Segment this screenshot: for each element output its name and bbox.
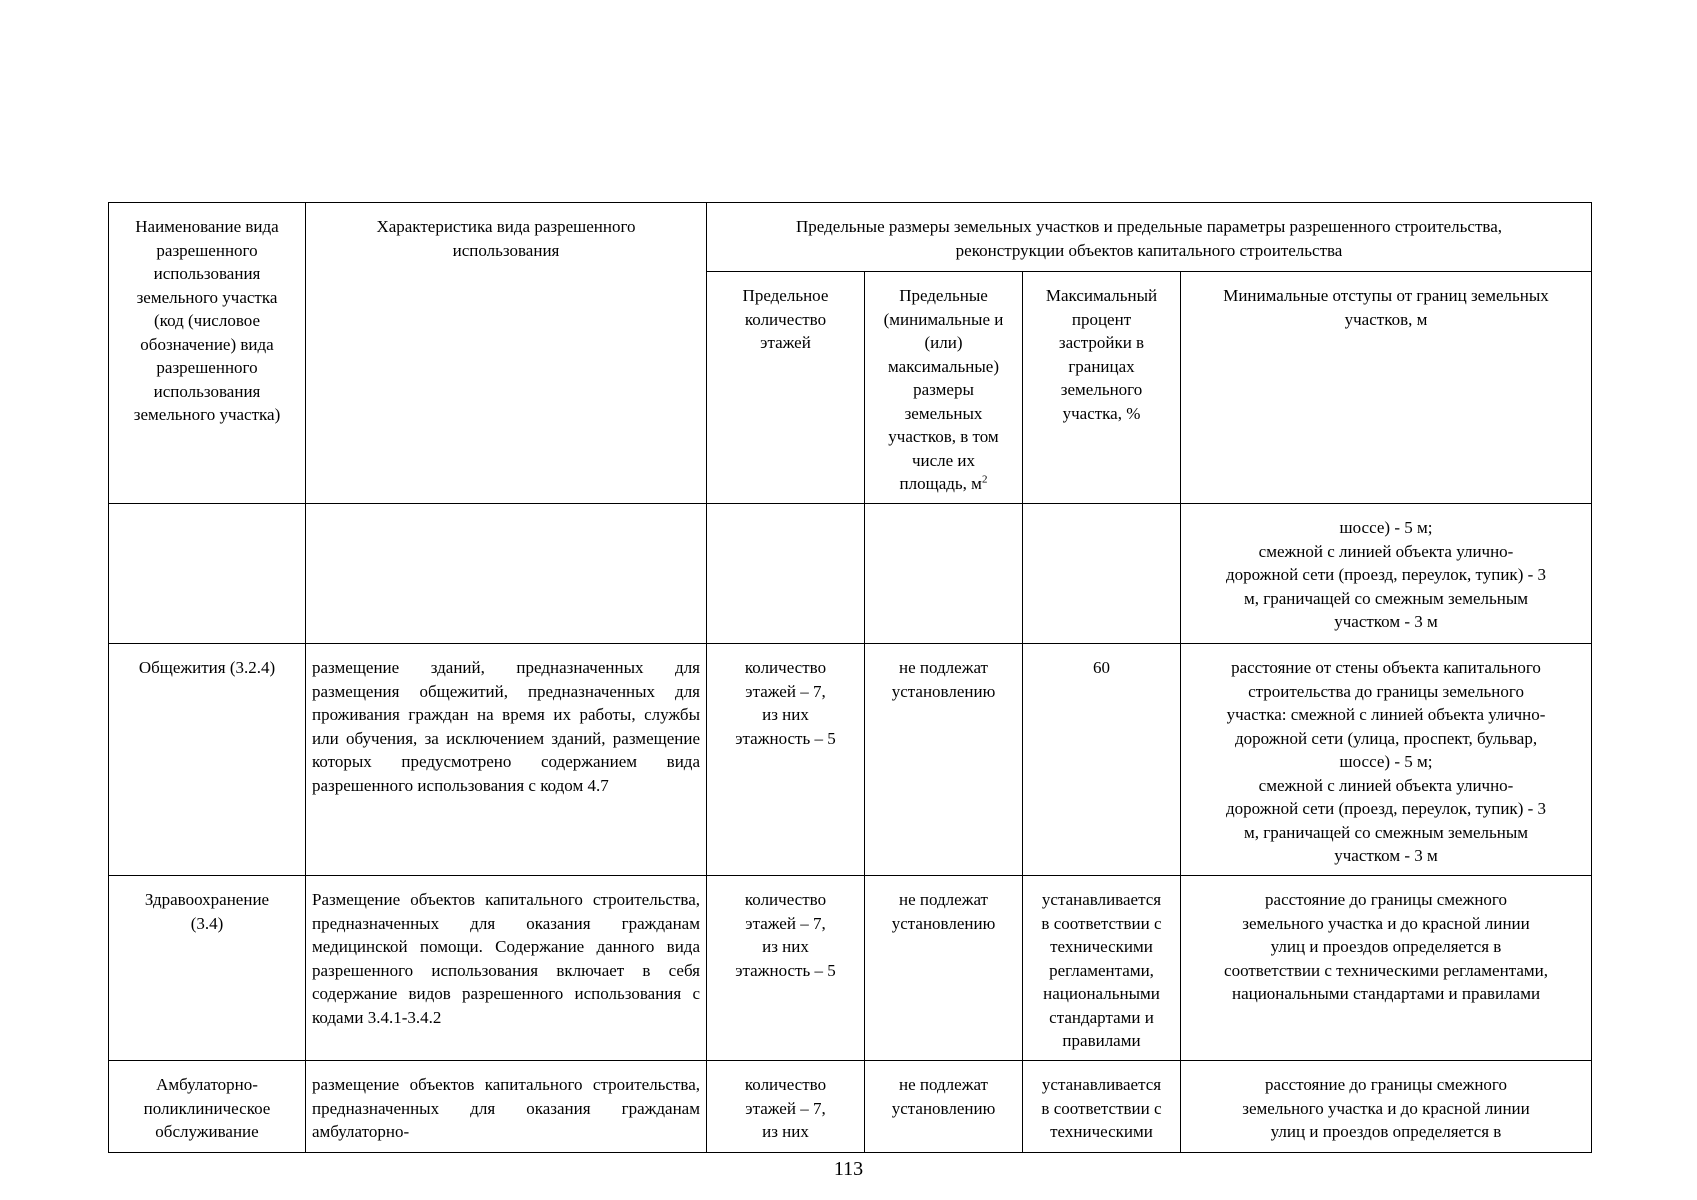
row-max-percent: устанавливается в соответствии с техническими (1023, 1061, 1181, 1153)
row-max-percent: устанавливается в соответствии с техническими регламентами, национальными стандартами и правилами (1023, 876, 1181, 1061)
row-max-percent: 60 (1023, 644, 1181, 876)
row-setbacks: расстояние до границы смежного земельного участка и до красной линии улиц и проездов определяется в соответствии с техническими регламентами, национальными стандартами и правилами (1181, 876, 1592, 1061)
row-plot-sizes: не подлежат установлению (865, 1061, 1023, 1153)
row-setbacks: расстояние от стены объекта капитального строительства до границы земельного участка: смежной с линией объекта улично- дорожной сети (улица, проспект, бульвар, шоссе) - 5 м; смежной с линией объекта улично- дорожной сети (проезд, переулок, тупик) - 3 м, граничащей со смежным земельным участком - 3 м (1181, 644, 1592, 876)
table-row (109, 644, 1592, 876)
header-max-percent: Максимальный процент застройки в границах земельного участка, % (1023, 272, 1181, 504)
table-row (109, 504, 1592, 644)
header-plot-sizes (865, 272, 1023, 504)
table-row (109, 876, 1592, 1061)
header-plot-sizes-sup: 2 (981, 473, 988, 486)
table-row (109, 1061, 1592, 1153)
row-setbacks: шоссе) - 5 м; смежной с линией объекта улично- дорожной сети (проезд, переулок, тупик) - 3 м, граничащей со смежным земельным участком - 3 м (1181, 504, 1592, 644)
row-name: Общежития (3.2.4) (109, 644, 306, 876)
row-name: Амбулаторно- поликлиническое обслуживание (109, 1061, 306, 1153)
land-use-table (108, 202, 1592, 1153)
row-description (306, 504, 707, 644)
header-row-1 (109, 203, 1592, 272)
row-floors: количество этажей – 7, из них (707, 1061, 865, 1153)
row-plot-sizes (865, 504, 1023, 644)
header-land-use-name: Наименование вида разрешенного использования земельного участка (код (числовое обозначение) вида разрешенного использования земельного участка) (109, 203, 306, 504)
row-floors (707, 504, 865, 644)
header-limits-group: Предельные размеры земельных участков и предельные параметры разрешенного строительства, реконструкции объектов капитального строительства (707, 203, 1592, 272)
row-max-percent (1023, 504, 1181, 644)
row-name: Здравоохранение (3.4) (109, 876, 306, 1061)
page-number: 113 (833, 1158, 864, 1180)
header-land-use-description: Характеристика вида разрешенного использования (306, 203, 707, 504)
header-floors: Предельное количество этажей (707, 272, 865, 504)
row-description: Размещение объектов капитального строительства, предназначенных для оказания гражданам медицинской помощи. Содержание данного вида разрешенного использования включает в себя содержание видов разрешенного использования с кодами 3.4.1-3.4.2 (306, 876, 707, 1061)
row-description: размещение объектов капитального строительства, предназначенных для оказания гражданам амбулаторно- (306, 1061, 707, 1153)
header-plot-sizes-text: Предельные (минимальные и (или) максимальные) размеры земельных участков, в том числе их площадь, м (883, 286, 1004, 493)
row-floors: количество этажей – 7, из них этажность – 5 (707, 876, 865, 1061)
row-setbacks: расстояние до границы смежного земельного участка и до красной линии улиц и проездов определяется в (1181, 1061, 1592, 1153)
row-description: размещение зданий, предназначенных для размещения общежитий, предназначенных для проживания граждан на время их работы, службы или обучения, за исключением зданий, размещение которых предусмотрено содержанием вида разрешенного использования с кодом 4.7 (306, 644, 707, 876)
row-floors: количество этажей – 7, из них этажность – 5 (707, 644, 865, 876)
row-plot-sizes: не подлежат установлению (865, 644, 1023, 876)
row-name (109, 504, 306, 644)
row-plot-sizes: не подлежат установлению (865, 876, 1023, 1061)
header-setbacks: Минимальные отступы от границ земельных участков, м (1181, 272, 1592, 504)
